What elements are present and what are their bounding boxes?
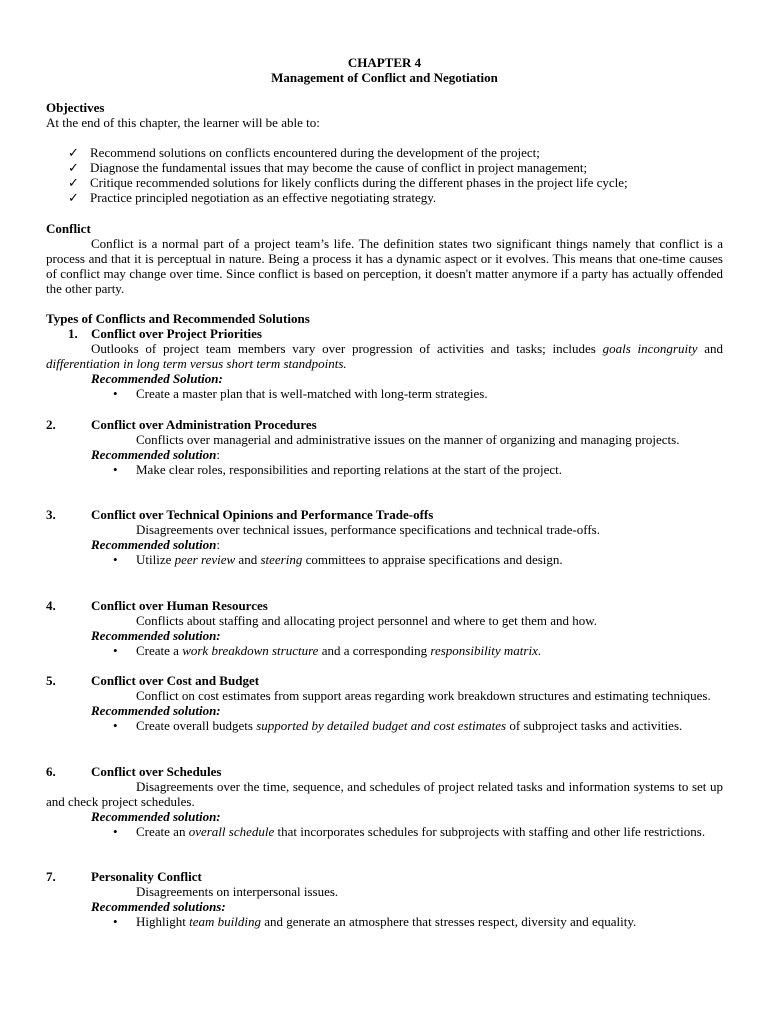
- section-title: Conflict over Human Resources: [91, 598, 268, 613]
- recommended-label: Recommended solution:: [91, 809, 221, 824]
- section-description: Disagreements on interpersonal issues.: [136, 884, 339, 899]
- section-number: 5.: [46, 673, 56, 688]
- objective-item: ✓ Practice principled negotiation as an effective negotiating strategy.: [68, 190, 437, 205]
- section-description: Outlooks of project team members vary over progression of activities and tasks; includes goals incongruity and differentiation in long term versus short term standpoints.: [46, 341, 723, 371]
- section-title: Conflict over Schedules: [91, 764, 222, 779]
- objective-item: ✓ Recommend solutions on conflicts encountered during the development of the project;: [68, 145, 540, 160]
- section-number: 1.: [68, 326, 78, 341]
- chapter-label: CHAPTER 4: [347, 55, 422, 70]
- objective-item: ✓ Diagnose the fundamental issues that may become the cause of conflict in project management;: [68, 160, 588, 175]
- checkmark-icon: ✓: [68, 190, 79, 205]
- recommended-label: Recommended Solution:: [91, 371, 223, 386]
- checkmark-icon: ✓: [68, 145, 79, 160]
- bullet-icon: •: [113, 386, 118, 401]
- bullet-icon: •: [113, 914, 118, 929]
- objectives-heading: Objectives: [46, 100, 105, 115]
- objectives-list: [46, 145, 723, 205]
- objective-item: ✓ Critique recommended solutions for likely conflicts during the different phases in the project life cycle;: [68, 175, 628, 190]
- recommended-label: Recommended solution:: [91, 628, 221, 643]
- section-title: Conflict over Project Priorities: [91, 326, 262, 341]
- recommendation-bullet: • Create overall budgets supported by detailed budget and cost estimates of subproject tasks and activities.: [113, 718, 683, 733]
- section-number: 2.: [46, 417, 56, 432]
- section-title: Conflict over Cost and Budget: [91, 673, 260, 688]
- conflict-type-7: [46, 869, 723, 929]
- section-description: Conflict on cost estimates from support areas regarding work breakdown structures and estimating techniques.: [136, 688, 711, 703]
- objectives-intro: At the end of this chapter, the learner will be able to:: [46, 115, 320, 130]
- recommendation-bullet: • Create a master plan that is well-matched with long-term strategies.: [113, 386, 488, 401]
- conflict-type-4: [46, 598, 723, 658]
- recommendation-bullet: • Highlight team building and generate an atmosphere that stresses respect, diversity and equality.: [113, 914, 637, 929]
- conflict-type-6: [46, 764, 723, 839]
- section-number: 3.: [46, 507, 56, 522]
- recommended-label: Recommended solution:: [91, 447, 220, 462]
- bullet-icon: •: [113, 824, 118, 839]
- recommended-label: Recommended solutions:: [91, 899, 226, 914]
- conflict-type-5: [46, 673, 723, 733]
- section-number: 4.: [46, 598, 56, 613]
- conflict-heading: Conflict: [46, 221, 91, 236]
- section-title: Personality Conflict: [91, 869, 202, 884]
- section-description: Disagreements over technical issues, performance specifications and technical trade-offs.: [136, 522, 600, 537]
- section-number: 6.: [46, 764, 56, 779]
- recommended-label: Recommended solution:: [91, 537, 220, 552]
- bullet-icon: •: [113, 462, 118, 477]
- conflict-type-2: [46, 417, 723, 477]
- checkmark-icon: ✓: [68, 160, 79, 175]
- recommendation-bullet: • Create a work breakdown structure and a corresponding responsibility matrix.: [113, 643, 542, 658]
- bullet-icon: •: [113, 718, 118, 733]
- checkmark-icon: ✓: [68, 175, 79, 190]
- recommendation-bullet: • Utilize peer review and steering committees to appraise specifications and design.: [113, 552, 563, 567]
- recommended-label: Recommended solution:: [91, 703, 221, 718]
- conflict-paragraph: Conflict is a normal part of a project team’s life. The definition states two significant things namely that conflict is a process and that it is perceptual in nature. Being a process it has a dynamic aspect or it evolves. This means that one-time causes of conflict may change over time. Since conflict is based on perception, it doesn't matter anymore if a party has actually offended the other party.: [46, 236, 723, 296]
- section-description: Conflicts over managerial and administrative issues on the manner of organizing and managing projects.: [136, 432, 680, 447]
- section-title: Conflict over Technical Opinions and Performance Trade-offs: [91, 507, 434, 522]
- bullet-icon: •: [113, 643, 118, 658]
- conflict-type-3: [46, 507, 723, 567]
- section-title: Conflict over Administration Procedures: [91, 417, 317, 432]
- section-description: Conflicts about staffing and allocating project personnel and where to get them and how.: [136, 613, 598, 628]
- recommendation-bullet: • Make clear roles, responsibilities and reporting relations at the start of the project.: [113, 462, 562, 477]
- conflict-type-1: [46, 326, 723, 401]
- section-description: Disagreements over the time, sequence, and schedules of project related tasks and information systems to set up and check project schedules.: [46, 779, 723, 809]
- chapter-title: Management of Conflict and Negotiation: [271, 70, 498, 85]
- bullet-icon: •: [113, 552, 118, 567]
- types-heading: Types of Conflicts and Recommended Solutions: [46, 311, 310, 326]
- conflict-section: [46, 221, 723, 296]
- section-number: 7.: [46, 869, 56, 884]
- objectives-section: [46, 100, 723, 205]
- recommendation-bullet: • Create an overall schedule that incorporates schedules for subprojects with staffing and other life restrictions.: [113, 824, 706, 839]
